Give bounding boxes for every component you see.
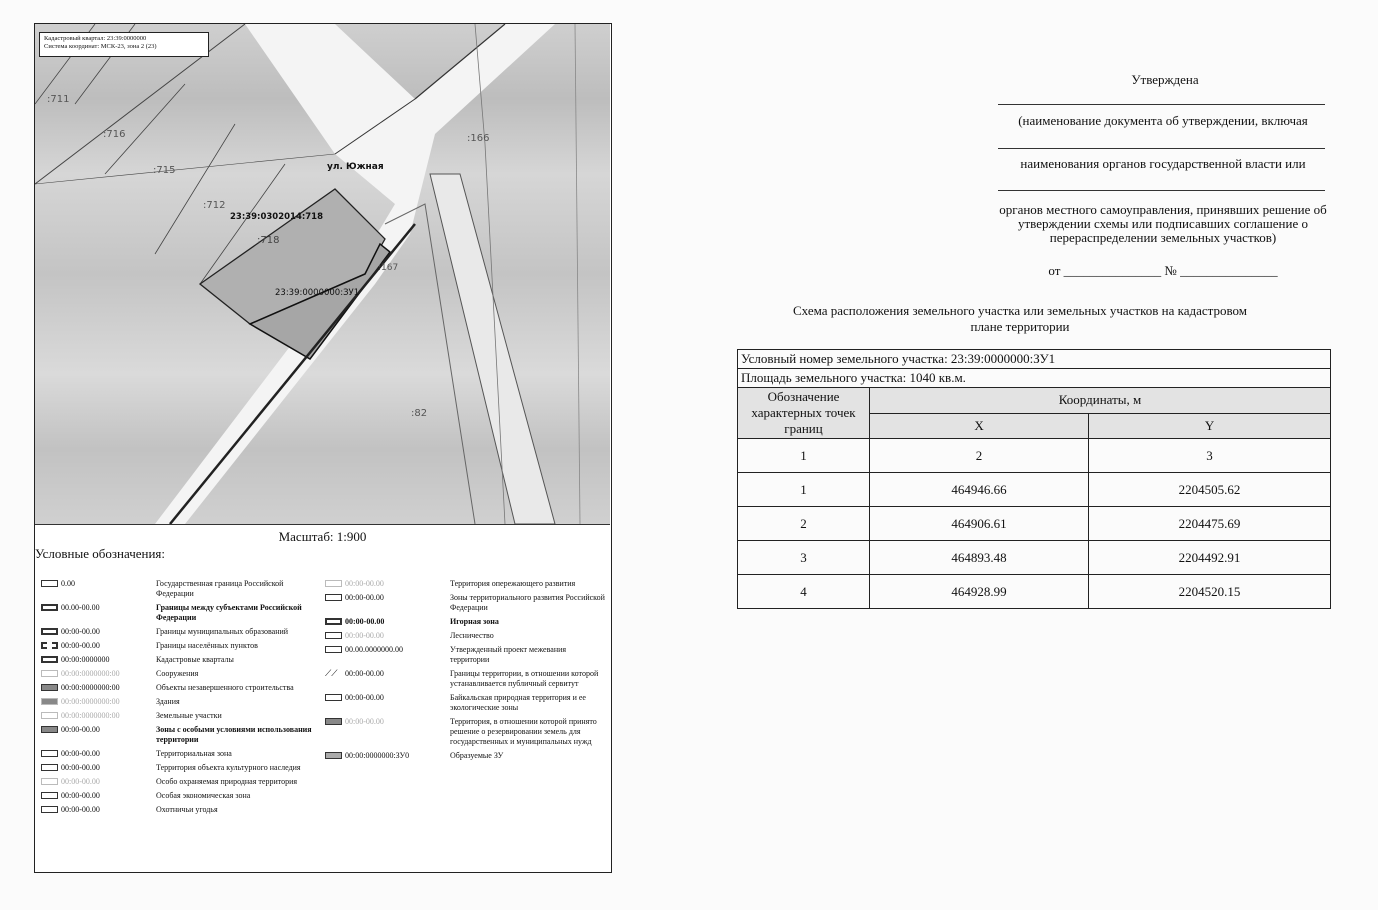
legend-item: 00:00-00.00 Территория объекта культурного наследия: [41, 763, 323, 773]
swatch-icon: [41, 684, 58, 691]
legend-item: 00:00:0000000:00 Здания: [41, 697, 323, 707]
approval-caption-3: органов местного самоуправления, принявших решение об утверждении схемы или подписавших соглашение о перераспределении земельных участков): [999, 202, 1327, 245]
legend-item: 0.00 Государственная граница Российской Федерации: [41, 579, 323, 599]
swatch-icon: [41, 764, 58, 771]
label-167: :167: [378, 263, 399, 273]
scheme-sheet: [34, 23, 612, 873]
label-716: :716: [103, 129, 126, 140]
swatch-icon: [41, 712, 58, 719]
swatch-icon: [41, 792, 58, 799]
coordinates-table: [737, 349, 1331, 609]
legend-item: 00:00-00.00 Особо охраняемая природная территория: [41, 777, 323, 787]
table-row: 3 464893.48 2204492.91: [738, 541, 1331, 575]
swatch-icon: [325, 594, 342, 601]
map-info-box: [39, 32, 209, 57]
parcel-number: Условный номер земельного участка: 23:39:0000000:ЗУ1: [738, 350, 1331, 369]
swatch-icon: [325, 580, 342, 587]
signature-line: [998, 148, 1325, 149]
legend-item: 00:00-00.00 Территория, в отношении которой принято решение о резервировании земель для государственных и муниципальных нужд: [325, 717, 605, 747]
swatch-icon: [41, 806, 58, 813]
legend-item: 00:00-00.00 Территориальная зона: [41, 749, 323, 759]
legend-item: 00:00-00.00 Зоны с особыми условиями использования территории: [41, 725, 323, 745]
swatch-icon: [41, 656, 58, 663]
label-711: :711: [47, 94, 70, 105]
legend-item: 00:00-00.00 Игорная зона: [325, 617, 605, 627]
approval-caption-1: (наименование документа об утверждении, включая: [1018, 113, 1308, 128]
legend-item: 00:00-00.00 Особая экономическая зона: [41, 791, 323, 801]
swatch-icon: [41, 628, 58, 635]
legend-item: 00:00:0000000 Кадастровые кварталы: [41, 655, 323, 665]
parcel-area: Площадь земельного участка: 1040 кв.м.: [738, 369, 1331, 388]
legend-item: 00:00-00.00 Лесничество: [325, 631, 605, 641]
legend-item: 00:00-00.00 Территория опережающего развития: [325, 579, 605, 589]
label-718: :718: [257, 235, 280, 246]
swatch-icon: [325, 752, 342, 759]
table-row: 2 464906.61 2204475.69: [738, 507, 1331, 541]
legend-item: 00:00:0000000:00 Земельные участки: [41, 711, 323, 721]
table-row: 1 2 3: [738, 439, 1331, 473]
slash-icon: ⟋⟋: [325, 668, 338, 678]
swatch-icon: [325, 718, 342, 725]
swatch-icon: [325, 632, 342, 639]
new-parcel-label: 23:39:0000000:ЗУ1: [275, 288, 360, 298]
legend-item: 00:00:0000000:00 Объекты незавершенного строительства: [41, 683, 323, 693]
legend-title: Условные обозначения:: [35, 546, 166, 561]
swatch-icon: [41, 604, 58, 611]
header-coordinates: Координаты, м: [870, 388, 1331, 414]
street-label: ул. Южная: [327, 162, 384, 172]
legend-item: 00.00.0000000.00 Утвержденный проект межевания территории: [325, 645, 605, 665]
legend-item: 00:00-00.00 Охотничьи угодья: [41, 805, 323, 815]
document-title: Схема расположения земельного участка или земельных участков на кадастровом плане территории: [792, 303, 1248, 334]
swatch-icon: [41, 778, 58, 785]
main-parcel-label: 23:39:0302014:718: [230, 212, 323, 222]
legend-item: 00:00:0000000:00 Сооружения: [41, 669, 323, 679]
legend-item: 00:00-00.00 Байкальская природная территория и ее экологические зоны: [325, 693, 605, 713]
label-712: :712: [203, 200, 226, 211]
header-x: X: [870, 413, 1089, 439]
label-166: :166: [467, 133, 490, 144]
signature-line: [998, 104, 1325, 105]
swatch-icon: [41, 726, 58, 733]
swatch-icon: [41, 698, 58, 705]
legend-item: ⟋⟋ 00:00-00.00 Границы территории, в отношении которой устанавливается публичный сервитут: [325, 668, 599, 688]
legend-item: 00.00-00.00 Границы между субъектами Российской Федерации: [41, 603, 323, 623]
approval-caption-2: наименования органов государственной власти или: [1020, 156, 1306, 171]
table-row: 4 464928.99 2204520.15: [738, 575, 1331, 609]
label-82: :82: [411, 408, 428, 419]
scale-label: Масштаб: 1:900: [278, 529, 367, 544]
swatch-icon: [325, 618, 342, 625]
table-row: 1 464946.66 2204505.62: [738, 473, 1331, 507]
swatch-icon: [41, 750, 58, 757]
swatch-icon: [41, 642, 58, 649]
legend-left-column: [41, 579, 323, 819]
legend-item: 00:00-00.00 Зоны территориального развития Российской Федерации: [325, 593, 605, 613]
legend-item: 00:00-00.00 Границы муниципальных образований: [41, 627, 323, 637]
legend-right-column: [325, 579, 605, 765]
swatch-icon: [41, 670, 58, 677]
label-715: :715: [153, 165, 176, 176]
swatch-icon: [325, 646, 342, 653]
legend-item: 00:00:0000000:ЗУ0 Образуемые ЗУ: [325, 751, 605, 761]
date-number-line: от _______________ № _______________: [1048, 263, 1278, 278]
header-y: Y: [1089, 413, 1331, 439]
map-drawing: [35, 24, 610, 524]
legend-item: 00:00-00.00 Границы населённых пунктов: [41, 641, 323, 651]
signature-line: [998, 190, 1325, 191]
swatch-icon: [41, 580, 58, 587]
cadastral-map: [35, 24, 610, 525]
approval-sheet: [685, 0, 1375, 910]
header-points: Обозначение характерных точек границ: [738, 388, 870, 439]
swatch-icon: [325, 694, 342, 701]
info-quarter: Кадастровый квартал: 23:39:0000000: [44, 35, 147, 42]
info-coord-system: Система координат: МСК-23, зона 2 (23): [44, 43, 157, 50]
approved-heading: Утверждена: [1131, 72, 1199, 87]
